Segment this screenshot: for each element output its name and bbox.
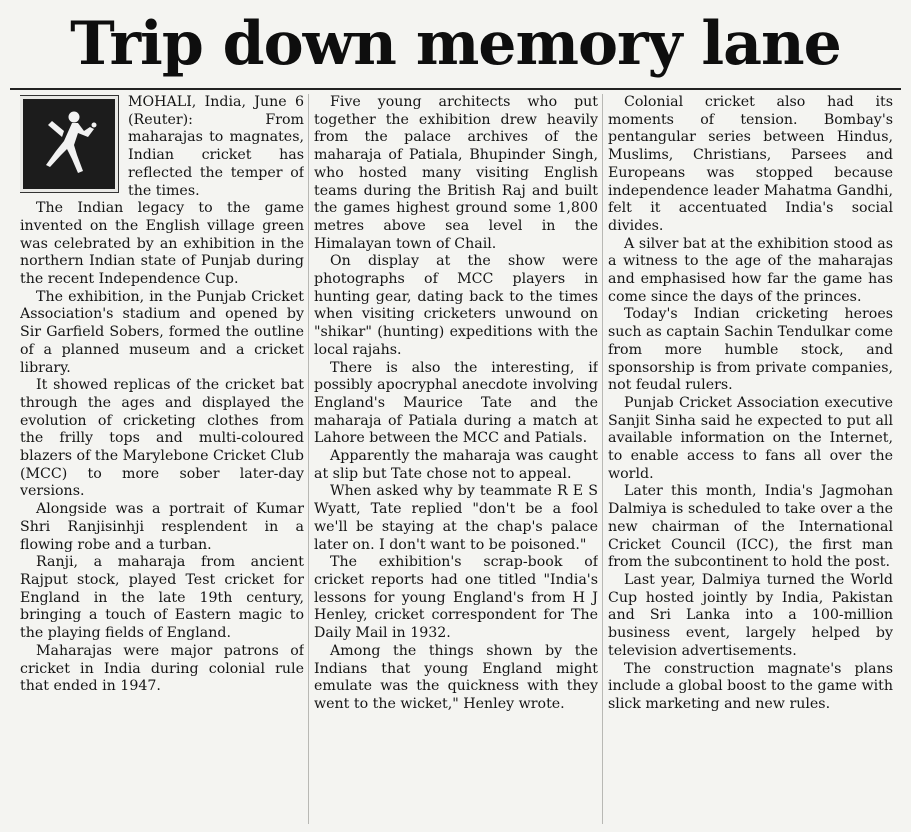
article-paragraph: Later this month, India's Jagmohan Dalmiya is scheduled to take over a the new chairman of the International Cricket Council (ICC), the first man from the subcontinent to hold the post. <box>608 483 893 571</box>
article-paragraph: The exhibition's scrap-book of cricket reports had one titled "India's lessons for young England's from H J Henley, cricket correspondent for The Daily Mail in 1932. <box>314 554 598 642</box>
article-paragraph: It showed replicas of the cricket bat through the ages and displayed the evolution of cricketing clothes from the frilly tops and multi-coloured blazers of the Marylebone Cricket Club (MCC) to more sober later-day versions. <box>20 377 304 500</box>
article-paragraph: On display at the show were photographs of MCC players in hunting gear, dating back to the times when visiting cricketers unwound on "shikar" (hunting) expeditions with the local rajahs. <box>314 253 598 358</box>
article-paragraph: The Indian legacy to the game invented on the English village green was celebrated by an exhibition in the northern Indian state of Punjab during the recent Independence Cup. <box>20 200 304 288</box>
article-paragraph: Punjab Cricket Association executive Sanjit Sinha said he expected to put all available information on the Internet, to enable access to fans all over the world. <box>608 394 893 482</box>
cricketer-silhouette <box>34 107 104 181</box>
article-paragraph: Today's Indian cricketing heroes such as captain Sachin Tendulkar come from more humble stock, and sponsorship is from private companies, not feudal rulers. <box>608 306 893 394</box>
article-paragraph: Ranji, a maharaja from ancient Rajput stock, played Test cricket for England in the late 19th century, bringing a touch of Eastern magic to the playing fields of England. <box>20 554 304 642</box>
headline: Trip down memory lane <box>70 9 841 79</box>
column-divider <box>308 94 309 824</box>
article-paragraph: Alongside was a portrait of Kumar Shri Ranjisinhji resplendent in a flowing robe and a turban. <box>20 501 304 553</box>
article-paragraph: The construction magnate's plans include a global boost to the game with slick marketing and new rules. <box>608 660 893 712</box>
article-paragraph: There is also the interesting, if possibly apocryphal anecdote involving England's Maurice Tate and the maharaja of Patiala during a match at Lahore between the MCC and Patials. <box>314 359 598 447</box>
article-paragraph: Last year, Dalmiya turned the World Cup hosted jointly by India, Pakistan and Sri Lanka into a 100-million business event, largely helped by television advertisements. <box>608 571 893 659</box>
article-paragraph: Among the things shown by the Indians that young England might emulate was the quickness with they went to the wicket," Henley wrote. <box>314 642 598 712</box>
article-paragraph: Five young architects who put together the exhibition drew heavily from the palace archives of the maharaja of Patiala, Bhupinder Singh, who hosted many visiting English teams during the British Raj and built the games highest ground some 1,800 metres above sea level in the Himalayan town of Chail. <box>314 94 598 252</box>
article-paragraph: MOHALI, India, June 6 (Reuter): From maharajas to magnates, Indian cricket has reflected the temper of the times. <box>128 94 304 199</box>
article-column-1 <box>20 94 304 824</box>
headline-rule <box>10 88 901 90</box>
article-column-3 <box>608 94 893 824</box>
article-paragraph: When asked why by teammate R E S Wyatt, Tate replied "don't be a fool we'll be staying at the chap's palace later on. I don't want to be poisoned." <box>314 483 598 553</box>
article-paragraph: Maharajas were major patrons of cricket in India during colonial rule that ended in 1947. <box>20 642 304 695</box>
article-column-2 <box>314 94 598 824</box>
article-paragraph: The exhibition, in the Punjab Cricket Association's stadium and opened by Sir Garfield Sobers, formed the outline of a planned museum and a cricket library. <box>20 288 304 376</box>
article-paragraph: A silver bat at the exhibition stood as a witness to the age of the maharajas and emphasised how far the game has come since the days of the princes. <box>608 235 893 305</box>
article-paragraph: Colonial cricket also had its moments of tension. Bombay's pentangular series between Hindus, Muslims, Christians, Parsees and Europeans was stopped because independence leader Mahatma Gandhi, felt it accentuated India's social divides. <box>608 94 893 234</box>
article-paragraph: Apparently the maharaja was caught at slip but Tate chose not to appeal. <box>314 448 598 482</box>
cricketer-bowling-icon <box>20 96 118 192</box>
column-divider <box>602 94 603 824</box>
